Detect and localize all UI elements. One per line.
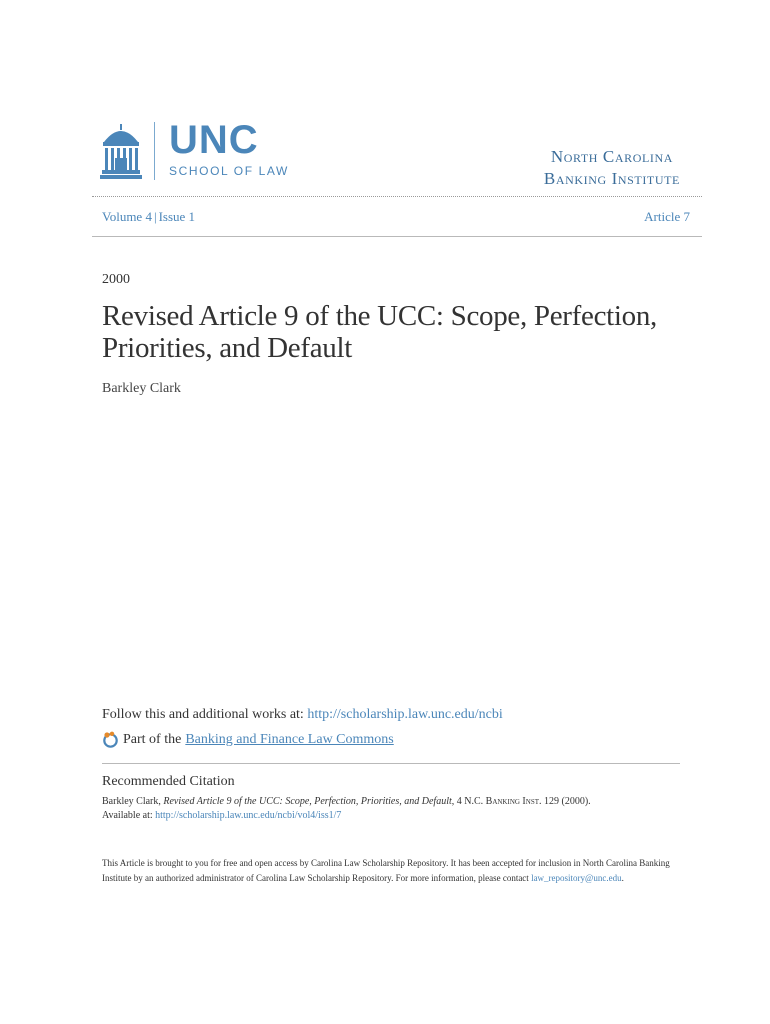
logo-divider bbox=[154, 122, 155, 180]
logo-school-text: SCHOOL OF LAW bbox=[169, 164, 289, 178]
citation-line bbox=[102, 795, 692, 809]
citation-reporter: Banking Inst. bbox=[485, 796, 542, 807]
citation-title: Revised Article 9 of the UCC: Scope, Perfection, Priorities, and Default bbox=[163, 796, 452, 807]
header-divider bbox=[92, 196, 702, 197]
follow-label: Follow this and additional works at: bbox=[102, 707, 304, 722]
notice-text: This Article is brought to you for free and open access by Carolina Law Scholarship Repository. It has been accepted for inclusion in North Carolina Banking Institute by an authorized administrator of Carolina Law Scholarship Repository. For more information, please contact bbox=[102, 858, 670, 883]
citation-reporter-prefix: , 4 N.C. bbox=[451, 796, 484, 807]
article-title[interactable]: Revised Article 9 of the UCC: Scope, Perfection, Priorities, and Default bbox=[102, 300, 658, 364]
citation-available-label: Available at: bbox=[102, 810, 153, 821]
article-number[interactable]: Article 7 bbox=[644, 209, 690, 224]
network-icon bbox=[102, 731, 119, 748]
citation-available-line bbox=[102, 809, 692, 823]
article-author[interactable]: Barkley Clark bbox=[102, 381, 181, 396]
notice-end: . bbox=[621, 873, 624, 883]
citation-url[interactable]: http://scholarship.law.unc.edu/ncbi/vol4/iss1/7 bbox=[155, 810, 342, 821]
part-of-line bbox=[102, 731, 394, 748]
follow-line bbox=[102, 707, 503, 723]
volume-separator: | bbox=[153, 209, 157, 224]
page-header bbox=[92, 118, 702, 196]
contact-email-link[interactable]: law_repository@unc.edu bbox=[531, 873, 622, 883]
journal-name-line1: North Carolina bbox=[550, 147, 674, 166]
commons-link[interactable]: Banking and Finance Law Commons bbox=[185, 731, 394, 747]
citation-reporter-suffix: 129 (2000). bbox=[544, 796, 591, 807]
citation-divider bbox=[102, 763, 680, 764]
access-notice bbox=[102, 856, 682, 886]
journal-name-line2: Banking Institute bbox=[543, 169, 680, 188]
volume-bar bbox=[92, 200, 702, 237]
citation-block bbox=[102, 795, 692, 823]
issue-link[interactable]: Issue 1 bbox=[158, 209, 196, 224]
publication-year: 2000 bbox=[102, 272, 130, 287]
citation-author: Barkley Clark, bbox=[102, 796, 161, 807]
journal-name bbox=[544, 146, 680, 190]
repository-link[interactable]: http://scholarship.law.unc.edu/ncbi bbox=[307, 707, 503, 722]
citation-heading: Recommended Citation bbox=[102, 774, 235, 789]
part-of-label: Part of the bbox=[123, 731, 182, 747]
unc-law-logo bbox=[100, 118, 289, 180]
logo-unc-text: UNC bbox=[169, 118, 259, 162]
old-well-icon bbox=[100, 122, 142, 180]
volume-link[interactable]: Volume 4 bbox=[102, 209, 152, 224]
